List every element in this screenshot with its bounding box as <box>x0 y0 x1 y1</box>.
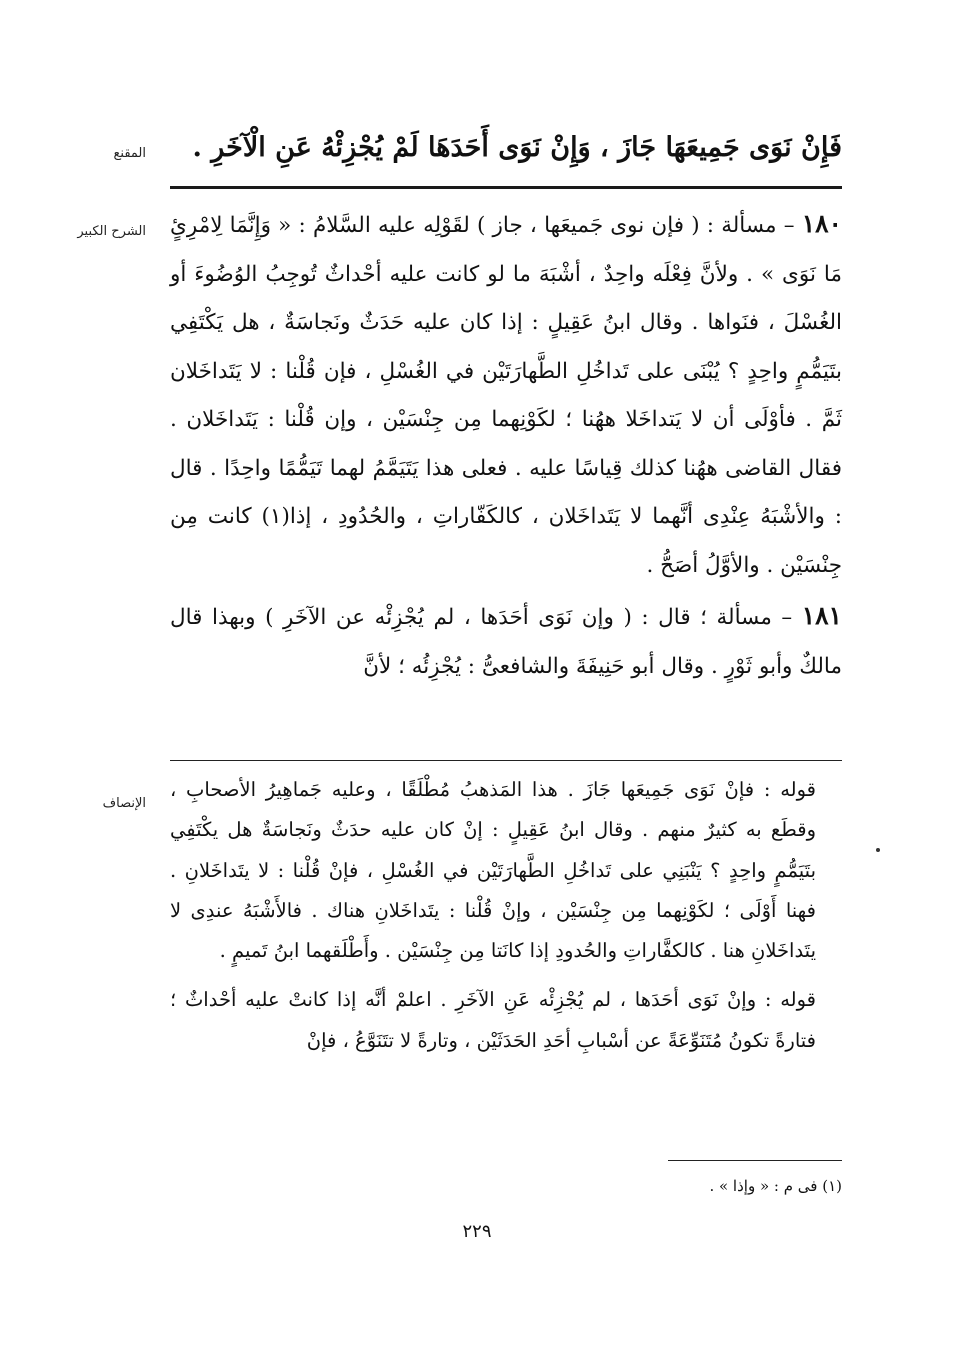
issue-number: ١٨١ <box>801 601 842 630</box>
insaf-section <box>170 770 842 1061</box>
insaf-paragraph: قوله : وإنْ نَوَى أحَدَها ، لم يُجْزِئْه عَنِ الآخَرِ . اعلمْ أنَّه إذا كانتْ عليه أحْداثٌ ؛ فتارةً تكونُ مُتَنَوِّعَةً عن أسْبابِ أحَدِ الحَدَثَيْن ، وتارةً لا تتَنَوَّعُ ، فإنْ <box>170 988 816 1052</box>
margin-label-muqni: المقنع <box>113 146 146 161</box>
margin-label-sharh: الشرح الكبير <box>77 224 146 239</box>
section-divider-thick <box>170 186 842 189</box>
footnote-1: (١) فى م : « وإذا » . <box>709 1177 842 1195</box>
page-number: ٢٢٩ <box>462 1221 492 1242</box>
margin-dot-mark <box>876 848 880 852</box>
section-divider-thin <box>170 760 842 761</box>
issue-181-paragraph <box>170 592 842 691</box>
footnotes <box>470 1174 842 1198</box>
margin-label-insaf: الإنصاف <box>102 796 146 811</box>
issue-180-paragraph <box>170 200 842 590</box>
issue-number: ١٨٠ <box>801 209 842 238</box>
issue-text: – مسألة : ( فإن نوى جَميعَها ، جاز ) لقَوْلِه عليه السَّلامُ : « وَإِنَّمَا لِامْرِئٍ مَا نَوَى » . ولأنَّ فِعْلَه واحِدٌ ، أشْبَهَ ما لو كانت عليه أحْداثٌ تُوجِبُ الوُضُوءَ أو الغُسْلَ ، فنَواها . وقال ابنُ عَقِيلٍ : إذا كان عليه حَدَثٌ ونَجاسَةٌ ، هل يَكْتَفِي بتَيَمُّمٍ واحِدٍ ؟ يُبْنَى على تَداخُلِ الطَّهارَتَيْن في الغُسْلِ ، فإن قُلْنا : لا يَتَداخَلان ثَمَّ . فأوْلَى أن لا يَتداخَلا ههُنا ؛ لكَوْنِهما مِن جِنْسَيْن ، وإن قُلْنا : يَتَداخَلان . فقال القاضى ههُنا كذلك قِياسًا عليه . فعلى هذا يَتَيَمَّمُ لهما تَيَمُّمًا واحِدًا . قال : والأشْبَهُ عِنْدِى أنَّهما لا يَتَداخَلان ، كالكَفّاراتِ ، والحُدُودِ ، إذا(١) كانت مِن جِنْسَيْن . والأوَّلُ أصَحُّ . <box>170 213 843 578</box>
insaf-paragraph: قوله : فإنْ نَوَى جَمِيعَها جَازَ . هذا المَذهبُ مُطْلَقًا ، وعليه جَماهِيرُ الأصحابِ ، وقطَع به كثيرٌ منهم . وقال ابنُ عَقِيلٍ : إنْ كان عليه حدَثٌ ونَجاسَةٌ هل يكْتَفِي بتَيَمُّمٍ واحِدٍ ؟ يَنْبَنِي على تَداخُلِ الطَّهارَتَيْن في الغُسْلِ ، فإنْ قُلْنا : لا يتَداخَلانِ . فهنا أَوْلَى ؛ لكَوْنِهما مِن جِنْسَيْن ، وإنْ قُلْنا : يتَداخَلانِ هناك . فالأَشْبَهُ عندِى لا يتَداخَلانِ هنا . كالكفَّاراتِ والحُدودِ إذا كانَتا مِن جِنْسَيْن . وأَطْلَقهما ابنُ تَميمٍ . <box>170 778 816 963</box>
matn-text: فَإِنْ نَوَى جَمِيعَهَا جَازَ ، وَإِنْ نَوَى أَحَدَهَا لَمْ يُجْزِئْهُ عَنِ الْآخَرِ . <box>192 132 842 163</box>
issue-text: – مسألة ؛ قال : ( وإن نَوَى أحَدَها ، لم يُجْزِئْه عن الآخَرِ ) وبهذا قال مالكٌ وأبو ثَوْرٍ . وقال أبو حَنِيفَةَ والشافعىُّ : يُجْزِئُه ؛ لأنَّ <box>170 605 842 679</box>
footnote-divider <box>668 1160 842 1161</box>
sharh-section <box>170 200 842 691</box>
